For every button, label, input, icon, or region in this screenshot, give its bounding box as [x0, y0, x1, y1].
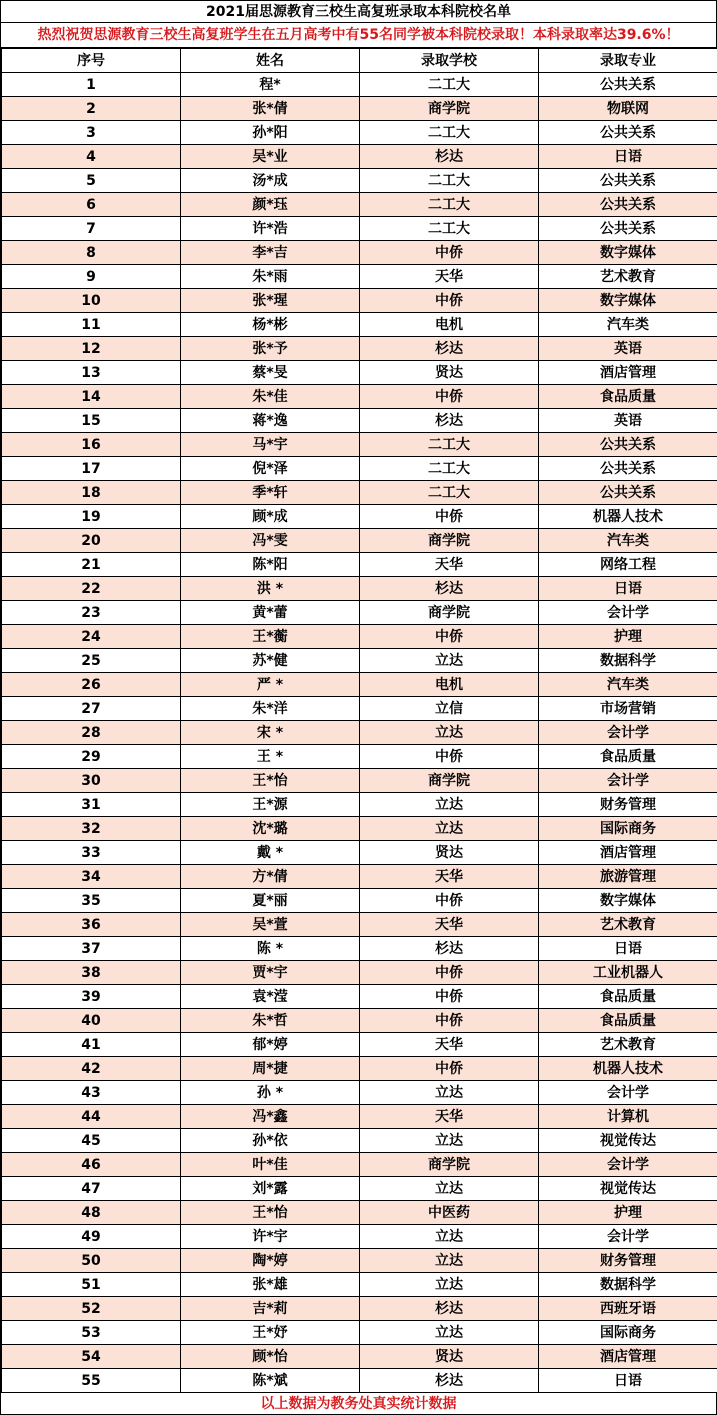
school-cell: 商学院 — [360, 1153, 539, 1177]
school-cell: 立达 — [360, 1225, 539, 1249]
student-name-cell: 杨*彬 — [181, 313, 360, 337]
row-index-cell: 23 — [2, 601, 181, 625]
row-index-cell: 51 — [2, 1273, 181, 1297]
school-cell: 中侨 — [360, 985, 539, 1009]
table-row — [2, 1105, 717, 1129]
row-index-cell: 7 — [2, 217, 181, 241]
school-cell: 商学院 — [360, 769, 539, 793]
major-cell: 食品质量 — [539, 385, 717, 409]
table-row — [2, 625, 717, 649]
student-name-cell: 夏*丽 — [181, 889, 360, 913]
major-cell: 国际商务 — [539, 1321, 717, 1345]
student-name-cell: 顾*怡 — [181, 1345, 360, 1369]
student-name-cell: 王 * — [181, 745, 360, 769]
major-cell: 护理 — [539, 1201, 717, 1225]
student-name-cell: 刘*露 — [181, 1177, 360, 1201]
table-row — [2, 313, 717, 337]
table-row — [2, 1369, 717, 1393]
table-row — [2, 577, 717, 601]
school-cell: 二工大 — [360, 481, 539, 505]
sheet-title: 2021届思源教育三校生高复班录取本科院校名单 — [1, 0, 717, 23]
table-row — [2, 1057, 717, 1081]
row-index-cell: 14 — [2, 385, 181, 409]
student-name-cell: 吴*萱 — [181, 913, 360, 937]
school-cell: 杉达 — [360, 145, 539, 169]
school-cell: 贤达 — [360, 841, 539, 865]
table-row — [2, 505, 717, 529]
row-index-cell: 11 — [2, 313, 181, 337]
school-cell: 天华 — [360, 1033, 539, 1057]
major-cell: 会计学 — [539, 769, 717, 793]
header-school: 录取学校 — [360, 49, 539, 73]
table-row — [2, 1177, 717, 1201]
school-cell: 二工大 — [360, 433, 539, 457]
table-row — [2, 553, 717, 577]
student-name-cell: 吴*业 — [181, 145, 360, 169]
row-index-cell: 9 — [2, 265, 181, 289]
student-name-cell: 顾*成 — [181, 505, 360, 529]
major-cell: 会计学 — [539, 601, 717, 625]
table-row — [2, 385, 717, 409]
school-cell: 电机 — [360, 313, 539, 337]
row-index-cell: 40 — [2, 1009, 181, 1033]
row-index-cell: 18 — [2, 481, 181, 505]
major-cell: 艺术教育 — [539, 913, 717, 937]
school-cell: 杉达 — [360, 1297, 539, 1321]
school-cell: 杉达 — [360, 337, 539, 361]
major-cell: 数字媒体 — [539, 889, 717, 913]
major-cell: 公共关系 — [539, 433, 717, 457]
school-cell: 中侨 — [360, 1057, 539, 1081]
major-cell: 公共关系 — [539, 217, 717, 241]
student-name-cell: 贾*宇 — [181, 961, 360, 985]
major-cell: 公共关系 — [539, 193, 717, 217]
table-row — [2, 937, 717, 961]
school-cell: 天华 — [360, 913, 539, 937]
row-index-cell: 12 — [2, 337, 181, 361]
school-cell: 二工大 — [360, 193, 539, 217]
school-cell: 天华 — [360, 1105, 539, 1129]
student-name-cell: 马*宇 — [181, 433, 360, 457]
major-cell: 公共关系 — [539, 169, 717, 193]
table-row — [2, 433, 717, 457]
row-index-cell: 46 — [2, 1153, 181, 1177]
major-cell: 英语 — [539, 409, 717, 433]
student-name-cell: 蒋*逸 — [181, 409, 360, 433]
row-index-cell: 43 — [2, 1081, 181, 1105]
student-name-cell: 许*浩 — [181, 217, 360, 241]
student-name-cell: 王*怡 — [181, 1201, 360, 1225]
row-index-cell: 29 — [2, 745, 181, 769]
student-name-cell: 王*怡 — [181, 769, 360, 793]
major-cell: 会计学 — [539, 1081, 717, 1105]
major-cell: 公共关系 — [539, 481, 717, 505]
student-name-cell: 孙*依 — [181, 1129, 360, 1153]
table-row — [2, 649, 717, 673]
student-name-cell: 陈*斌 — [181, 1369, 360, 1393]
header-major: 录取专业 — [539, 49, 717, 73]
table-row — [2, 121, 717, 145]
row-index-cell: 30 — [2, 769, 181, 793]
table-row — [2, 1321, 717, 1345]
row-index-cell: 53 — [2, 1321, 181, 1345]
student-name-cell: 陶*婷 — [181, 1249, 360, 1273]
table-row — [2, 1249, 717, 1273]
school-cell: 立达 — [360, 1129, 539, 1153]
major-cell: 数据科学 — [539, 1273, 717, 1297]
table-row — [2, 289, 717, 313]
major-cell: 汽车类 — [539, 673, 717, 697]
major-cell: 计算机 — [539, 1105, 717, 1129]
row-index-cell: 38 — [2, 961, 181, 985]
major-cell: 数据科学 — [539, 649, 717, 673]
school-cell: 商学院 — [360, 529, 539, 553]
student-name-cell: 袁*滢 — [181, 985, 360, 1009]
student-name-cell: 朱*佳 — [181, 385, 360, 409]
table-row — [2, 913, 717, 937]
table-row — [2, 721, 717, 745]
row-index-cell: 34 — [2, 865, 181, 889]
row-index-cell: 45 — [2, 1129, 181, 1153]
student-name-cell: 戴 * — [181, 841, 360, 865]
table-row — [2, 985, 717, 1009]
student-name-cell: 颜*珏 — [181, 193, 360, 217]
major-cell: 财务管理 — [539, 793, 717, 817]
student-name-cell: 王*蘅 — [181, 625, 360, 649]
school-cell: 电机 — [360, 673, 539, 697]
table-row — [2, 1153, 717, 1177]
school-cell: 中侨 — [360, 241, 539, 265]
major-cell: 机器人技术 — [539, 1057, 717, 1081]
table-row — [2, 241, 717, 265]
row-index-cell: 35 — [2, 889, 181, 913]
school-cell: 杉达 — [360, 577, 539, 601]
major-cell: 艺术教育 — [539, 1033, 717, 1057]
school-cell: 立达 — [360, 1321, 539, 1345]
school-cell: 杉达 — [360, 409, 539, 433]
table-row — [2, 961, 717, 985]
row-index-cell: 41 — [2, 1033, 181, 1057]
row-index-cell: 16 — [2, 433, 181, 457]
row-index-cell: 22 — [2, 577, 181, 601]
row-index-cell: 37 — [2, 937, 181, 961]
table-row — [2, 1033, 717, 1057]
student-name-cell: 沈*璐 — [181, 817, 360, 841]
row-index-cell: 6 — [2, 193, 181, 217]
student-name-cell: 王*源 — [181, 793, 360, 817]
footer-note: 以上数据为教务处真实统计数据 — [1, 1393, 717, 1415]
table-row — [2, 697, 717, 721]
major-cell: 艺术教育 — [539, 265, 717, 289]
row-index-cell: 26 — [2, 673, 181, 697]
school-cell: 中侨 — [360, 889, 539, 913]
table-row — [2, 601, 717, 625]
table-row — [2, 145, 717, 169]
school-cell: 二工大 — [360, 73, 539, 97]
major-cell: 英语 — [539, 337, 717, 361]
table-body — [2, 73, 717, 1393]
student-name-cell: 吉*莉 — [181, 1297, 360, 1321]
school-cell: 贤达 — [360, 1345, 539, 1369]
student-name-cell: 严 * — [181, 673, 360, 697]
school-cell: 立达 — [360, 1249, 539, 1273]
major-cell: 酒店管理 — [539, 1345, 717, 1369]
row-index-cell: 3 — [2, 121, 181, 145]
table-row — [2, 673, 717, 697]
student-name-cell: 朱*洋 — [181, 697, 360, 721]
student-name-cell: 冯*雯 — [181, 529, 360, 553]
major-cell: 财务管理 — [539, 1249, 717, 1273]
table-row — [2, 409, 717, 433]
student-name-cell: 张*雄 — [181, 1273, 360, 1297]
row-index-cell: 27 — [2, 697, 181, 721]
table-row — [2, 1225, 717, 1249]
school-cell: 中医药 — [360, 1201, 539, 1225]
major-cell: 公共关系 — [539, 457, 717, 481]
table-row — [2, 457, 717, 481]
table-row — [2, 481, 717, 505]
school-cell: 天华 — [360, 553, 539, 577]
major-cell: 日语 — [539, 145, 717, 169]
student-name-cell: 朱*哲 — [181, 1009, 360, 1033]
school-cell: 立达 — [360, 1081, 539, 1105]
row-index-cell: 1 — [2, 73, 181, 97]
row-index-cell: 31 — [2, 793, 181, 817]
table-row — [2, 865, 717, 889]
student-name-cell: 方*倩 — [181, 865, 360, 889]
major-cell: 会计学 — [539, 1153, 717, 1177]
major-cell: 公共关系 — [539, 121, 717, 145]
table-header-row — [2, 49, 717, 73]
row-index-cell: 21 — [2, 553, 181, 577]
major-cell: 食品质量 — [539, 745, 717, 769]
major-cell: 市场营销 — [539, 697, 717, 721]
student-name-cell: 黄*蕾 — [181, 601, 360, 625]
table-row — [2, 265, 717, 289]
table-row — [2, 1009, 717, 1033]
student-name-cell: 周*捷 — [181, 1057, 360, 1081]
table-row — [2, 793, 717, 817]
school-cell: 中侨 — [360, 1009, 539, 1033]
row-index-cell: 10 — [2, 289, 181, 313]
row-index-cell: 42 — [2, 1057, 181, 1081]
major-cell: 视觉传达 — [539, 1177, 717, 1201]
student-name-cell: 季*轩 — [181, 481, 360, 505]
major-cell: 公共关系 — [539, 73, 717, 97]
school-cell: 杉达 — [360, 1369, 539, 1393]
school-cell: 中侨 — [360, 505, 539, 529]
table-row — [2, 1345, 717, 1369]
row-index-cell: 47 — [2, 1177, 181, 1201]
student-name-cell: 许*宇 — [181, 1225, 360, 1249]
row-index-cell: 17 — [2, 457, 181, 481]
table-row — [2, 169, 717, 193]
table-row — [2, 1273, 717, 1297]
major-cell: 汽车类 — [539, 529, 717, 553]
row-index-cell: 15 — [2, 409, 181, 433]
school-cell: 二工大 — [360, 457, 539, 481]
row-index-cell: 33 — [2, 841, 181, 865]
row-index-cell: 55 — [2, 1369, 181, 1393]
major-cell: 网络工程 — [539, 553, 717, 577]
congratulation-banner: 热烈祝贺思源教育三校生高复班学生在五月高考中有55名同学被本科院校录取！本科录取率达39.6%！ — [1, 23, 717, 48]
major-cell: 国际商务 — [539, 817, 717, 841]
school-cell: 立达 — [360, 721, 539, 745]
school-cell: 二工大 — [360, 217, 539, 241]
row-index-cell: 20 — [2, 529, 181, 553]
major-cell: 护理 — [539, 625, 717, 649]
school-cell: 立达 — [360, 1177, 539, 1201]
row-index-cell: 19 — [2, 505, 181, 529]
major-cell: 机器人技术 — [539, 505, 717, 529]
table-row — [2, 361, 717, 385]
student-name-cell: 陈 * — [181, 937, 360, 961]
major-cell: 物联网 — [539, 97, 717, 121]
table-row — [2, 217, 717, 241]
major-cell: 酒店管理 — [539, 361, 717, 385]
major-cell: 日语 — [539, 937, 717, 961]
student-name-cell: 苏*健 — [181, 649, 360, 673]
school-cell: 立信 — [360, 697, 539, 721]
major-cell: 日语 — [539, 577, 717, 601]
table-row — [2, 97, 717, 121]
school-cell: 立达 — [360, 793, 539, 817]
school-cell: 立达 — [360, 649, 539, 673]
table-row — [2, 817, 717, 841]
table-row — [2, 73, 717, 97]
school-cell: 二工大 — [360, 121, 539, 145]
major-cell: 会计学 — [539, 1225, 717, 1249]
student-name-cell: 冯*鑫 — [181, 1105, 360, 1129]
table-row — [2, 1201, 717, 1225]
row-index-cell: 25 — [2, 649, 181, 673]
major-cell: 视觉传达 — [539, 1129, 717, 1153]
school-cell: 二工大 — [360, 169, 539, 193]
student-name-cell: 叶*佳 — [181, 1153, 360, 1177]
school-cell: 杉达 — [360, 937, 539, 961]
major-cell: 日语 — [539, 1369, 717, 1393]
student-name-cell: 李*吉 — [181, 241, 360, 265]
school-cell: 立达 — [360, 817, 539, 841]
major-cell: 食品质量 — [539, 1009, 717, 1033]
school-cell: 中侨 — [360, 625, 539, 649]
row-index-cell: 24 — [2, 625, 181, 649]
student-name-cell: 张*予 — [181, 337, 360, 361]
school-cell: 中侨 — [360, 961, 539, 985]
row-index-cell: 50 — [2, 1249, 181, 1273]
table-row — [2, 841, 717, 865]
table-row — [2, 745, 717, 769]
student-name-cell: 汤*成 — [181, 169, 360, 193]
major-cell: 旅游管理 — [539, 865, 717, 889]
admission-table — [1, 48, 717, 1393]
table-row — [2, 337, 717, 361]
row-index-cell: 54 — [2, 1345, 181, 1369]
major-cell: 西班牙语 — [539, 1297, 717, 1321]
major-cell: 会计学 — [539, 721, 717, 745]
student-name-cell: 陈*阳 — [181, 553, 360, 577]
student-name-cell: 孙*阳 — [181, 121, 360, 145]
school-cell: 商学院 — [360, 97, 539, 121]
row-index-cell: 39 — [2, 985, 181, 1009]
school-cell: 中侨 — [360, 385, 539, 409]
student-name-cell: 程* — [181, 73, 360, 97]
table-row — [2, 1129, 717, 1153]
header-name: 姓名 — [181, 49, 360, 73]
school-cell: 天华 — [360, 265, 539, 289]
student-name-cell: 洪 * — [181, 577, 360, 601]
major-cell: 食品质量 — [539, 985, 717, 1009]
student-name-cell: 宋 * — [181, 721, 360, 745]
header-index: 序号 — [2, 49, 181, 73]
table-row — [2, 193, 717, 217]
row-index-cell: 4 — [2, 145, 181, 169]
major-cell: 数字媒体 — [539, 289, 717, 313]
student-name-cell: 朱*雨 — [181, 265, 360, 289]
row-index-cell: 44 — [2, 1105, 181, 1129]
school-cell: 商学院 — [360, 601, 539, 625]
student-name-cell: 孙 * — [181, 1081, 360, 1105]
school-cell: 贤达 — [360, 361, 539, 385]
row-index-cell: 13 — [2, 361, 181, 385]
row-index-cell: 52 — [2, 1297, 181, 1321]
school-cell: 中侨 — [360, 289, 539, 313]
major-cell: 数字媒体 — [539, 241, 717, 265]
row-index-cell: 32 — [2, 817, 181, 841]
student-name-cell: 倪*泽 — [181, 457, 360, 481]
row-index-cell: 2 — [2, 97, 181, 121]
major-cell: 酒店管理 — [539, 841, 717, 865]
row-index-cell: 36 — [2, 913, 181, 937]
school-cell: 中侨 — [360, 745, 539, 769]
row-index-cell: 5 — [2, 169, 181, 193]
major-cell: 汽车类 — [539, 313, 717, 337]
student-name-cell: 王*妤 — [181, 1321, 360, 1345]
table-row — [2, 889, 717, 913]
school-cell: 天华 — [360, 865, 539, 889]
row-index-cell: 28 — [2, 721, 181, 745]
table-row — [2, 769, 717, 793]
row-index-cell: 48 — [2, 1201, 181, 1225]
major-cell: 工业机器人 — [539, 961, 717, 985]
student-name-cell: 蔡*旻 — [181, 361, 360, 385]
row-index-cell: 8 — [2, 241, 181, 265]
school-cell: 立达 — [360, 1273, 539, 1297]
student-name-cell: 张*倩 — [181, 97, 360, 121]
row-index-cell: 49 — [2, 1225, 181, 1249]
table-row — [2, 529, 717, 553]
table-row — [2, 1081, 717, 1105]
student-name-cell: 郁*婷 — [181, 1033, 360, 1057]
student-name-cell: 张*瑆 — [181, 289, 360, 313]
table-row — [2, 1297, 717, 1321]
